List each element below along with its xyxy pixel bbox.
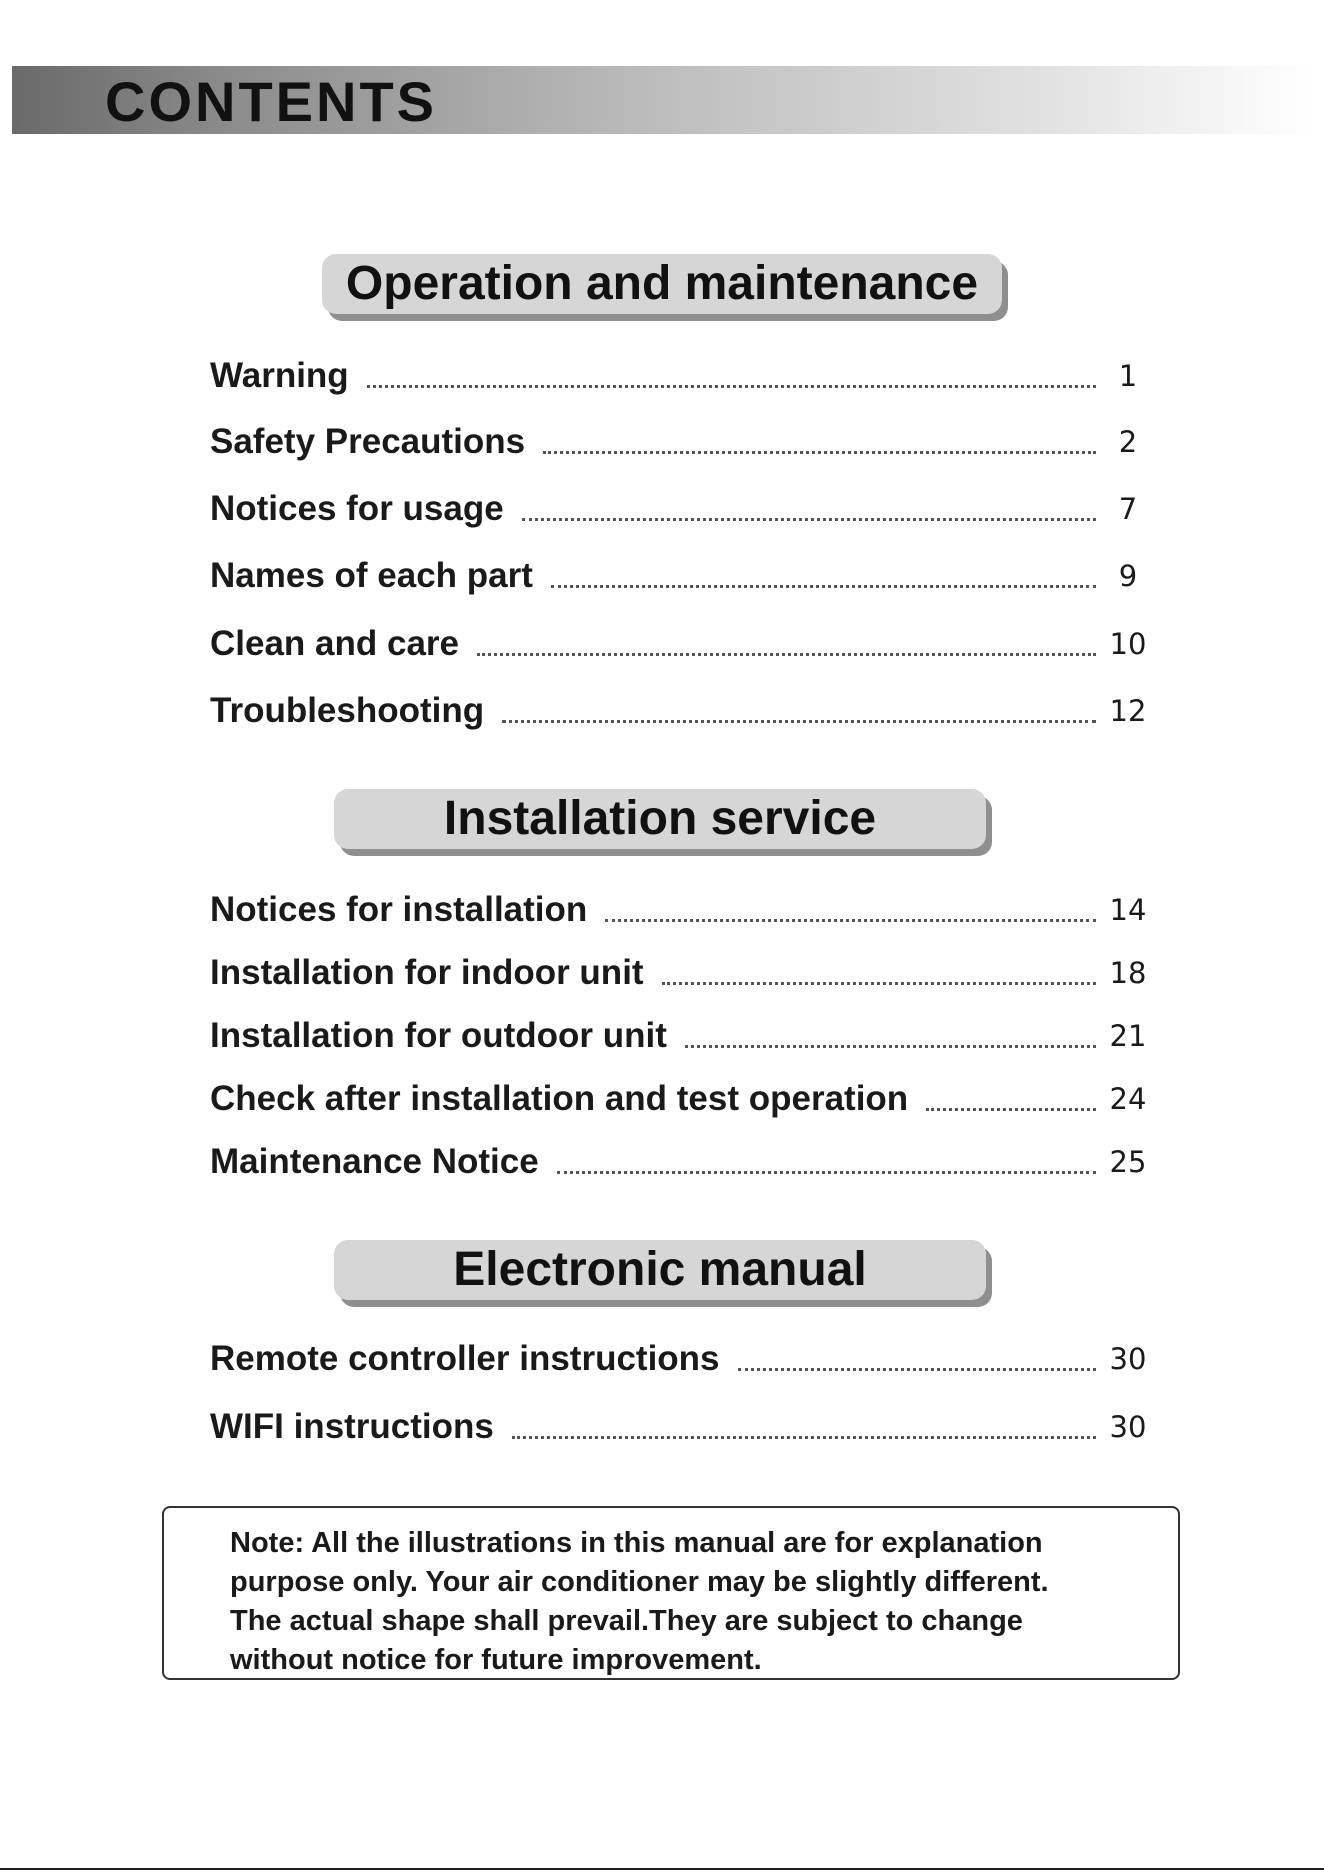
toc-entry-label: WIFI instructions: [210, 1407, 494, 1446]
toc-entry-label: Safety Precautions: [210, 422, 526, 461]
footer-rule: [0, 1868, 1324, 1870]
section-heading-installation: [334, 789, 986, 849]
note-line: without notice for future improvement.: [230, 1644, 762, 1676]
toc-entry-page: 25: [1109, 1145, 1147, 1179]
toc-entry-page: 21: [1109, 1019, 1147, 1053]
dot-leader: [605, 919, 1096, 922]
section-heading-text: Electronic manual: [453, 1243, 867, 1296]
toc-entry-label: Remote controller instructions: [210, 1339, 720, 1378]
toc-entry-warning[interactable]: [210, 354, 1150, 398]
toc-entry-maintenance-notice[interactable]: [210, 1140, 1150, 1184]
toc-entry-label: Check after installation and test operation: [210, 1079, 909, 1118]
dot-leader: [551, 585, 1096, 588]
toc-entry-label: Maintenance Notice: [210, 1142, 539, 1181]
dot-leader: [662, 982, 1096, 985]
toc-entry-label: Notices for usage: [210, 489, 504, 528]
note-line: The actual shape shall prevail.They are subject to change: [230, 1605, 1023, 1637]
note-text: [230, 1524, 1170, 1680]
toc-entry-names-of-each-part[interactable]: [210, 554, 1150, 598]
dot-leader: [685, 1045, 1096, 1048]
dot-leader: [367, 385, 1096, 388]
dot-leader: [502, 720, 1096, 723]
toc-entry-label: Warning: [210, 356, 349, 395]
toc-entry-page: 18: [1109, 956, 1147, 990]
toc-entry-clean-and-care[interactable]: [210, 622, 1150, 666]
section-heading-text: Operation and maintenance: [345, 257, 979, 310]
toc-entry-label: Clean and care: [210, 624, 459, 663]
toc-entry-remote-controller[interactable]: [210, 1337, 1150, 1381]
toc-entry-safety-precautions[interactable]: [210, 420, 1150, 464]
toc-entry-label: Notices for installation: [210, 890, 588, 929]
note-box: [162, 1506, 1180, 1680]
section-heading-text: Installation service: [443, 792, 877, 845]
toc-entry-troubleshooting[interactable]: [210, 689, 1150, 733]
toc-entry-page: 30: [1109, 1342, 1147, 1376]
note-line: Note: All the illustrations in this manual are for explanation: [230, 1527, 1043, 1559]
dot-leader: [926, 1108, 1096, 1111]
toc-entry-page: 7: [1118, 492, 1138, 526]
dot-leader: [477, 653, 1096, 656]
toc-entry-page: 1: [1118, 359, 1138, 393]
dot-leader: [557, 1171, 1096, 1174]
toc-entry-page: 2: [1118, 425, 1138, 459]
toc-entry-page: 30: [1109, 1410, 1147, 1444]
section-heading-electronic-manual: [334, 1240, 986, 1300]
page-title: CONTENTS: [105, 70, 437, 133]
toc-entry-notices-for-installation[interactable]: [210, 888, 1150, 932]
dot-leader: [738, 1368, 1096, 1371]
dot-leader: [522, 518, 1096, 521]
toc-entry-check-after-installation[interactable]: [210, 1077, 1150, 1121]
toc-entry-label: Names of each part: [210, 556, 533, 595]
toc-entry-wifi-instructions[interactable]: [210, 1405, 1150, 1449]
toc-entry-page: 12: [1109, 694, 1147, 728]
toc-entry-page: 14: [1109, 893, 1147, 927]
section-heading-operation: [322, 254, 1002, 314]
toc-entry-installation-indoor-unit[interactable]: [210, 951, 1150, 995]
toc-entry-page: 9: [1118, 559, 1138, 593]
dot-leader: [543, 451, 1096, 454]
toc-entry-page: 24: [1109, 1082, 1147, 1116]
dot-leader: [512, 1436, 1096, 1439]
toc-entry-page: 10: [1109, 627, 1147, 661]
toc-entry-label: Installation for indoor unit: [210, 953, 644, 992]
toc-entry-installation-outdoor-unit[interactable]: [210, 1014, 1150, 1058]
toc-entry-label: Installation for outdoor unit: [210, 1016, 667, 1055]
toc-entry-notices-for-usage[interactable]: [210, 487, 1150, 531]
note-line: purpose only. Your air conditioner may be slightly different.: [230, 1566, 1049, 1598]
toc-entry-label: Troubleshooting: [210, 691, 485, 730]
